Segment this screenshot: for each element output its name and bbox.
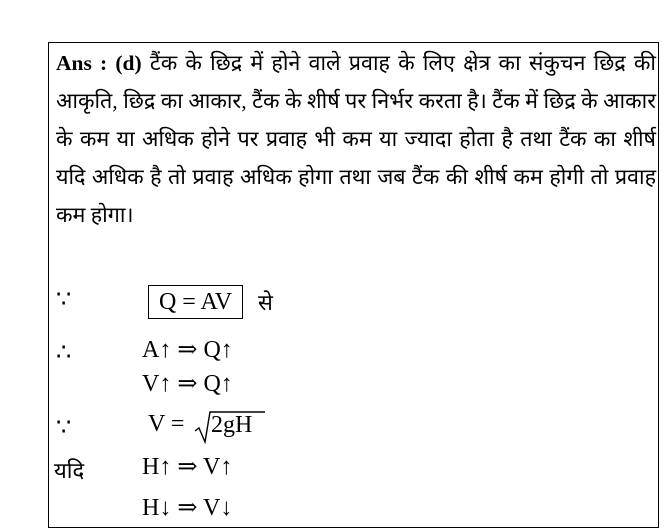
relation-h-v-up: H↑ ⇒ V↑ bbox=[142, 454, 233, 480]
velocity-equation-lhs: V = bbox=[148, 411, 185, 437]
because-symbol-1: ∵ bbox=[56, 287, 72, 313]
answer-lead: Ans : (d) bbox=[56, 51, 142, 75]
because-symbol-2: ∵ bbox=[56, 415, 72, 441]
relation-h-v-down: H↓ ⇒ V↓ bbox=[142, 495, 233, 521]
boxed-equation: Q = AV bbox=[148, 285, 243, 319]
square-root bbox=[194, 410, 266, 444]
se-label: से bbox=[258, 290, 273, 315]
therefore-symbol: ∴ bbox=[56, 340, 72, 366]
relation-a-q: A↑ ⇒ Q↑ bbox=[142, 337, 233, 363]
answer-paragraph bbox=[56, 44, 656, 234]
radicand: 2gH bbox=[211, 412, 253, 438]
relation-v-q: V↑ ⇒ Q↑ bbox=[142, 371, 233, 397]
answer-text: टैंक के छिद्र में होने वाले प्रवाह के लिए क्षेत्र का संकुचन छिद्र की आकृति, छिद्र का आकार, टैंक के शीर्ष पर निर्भर करता है। टैंक में छिद्र के आकार के कम या अधिक होने पर प्रवाह भी कम या ज्यादा होता है तथा टैंक का शीर्ष यदि अधिक है तो प्रवाह अधिक होगा तथा जब टैंक की शीर्ष कम होगी तो प्रवाह कम होगा। bbox=[56, 51, 656, 227]
yadi-label: यदि bbox=[54, 458, 85, 483]
